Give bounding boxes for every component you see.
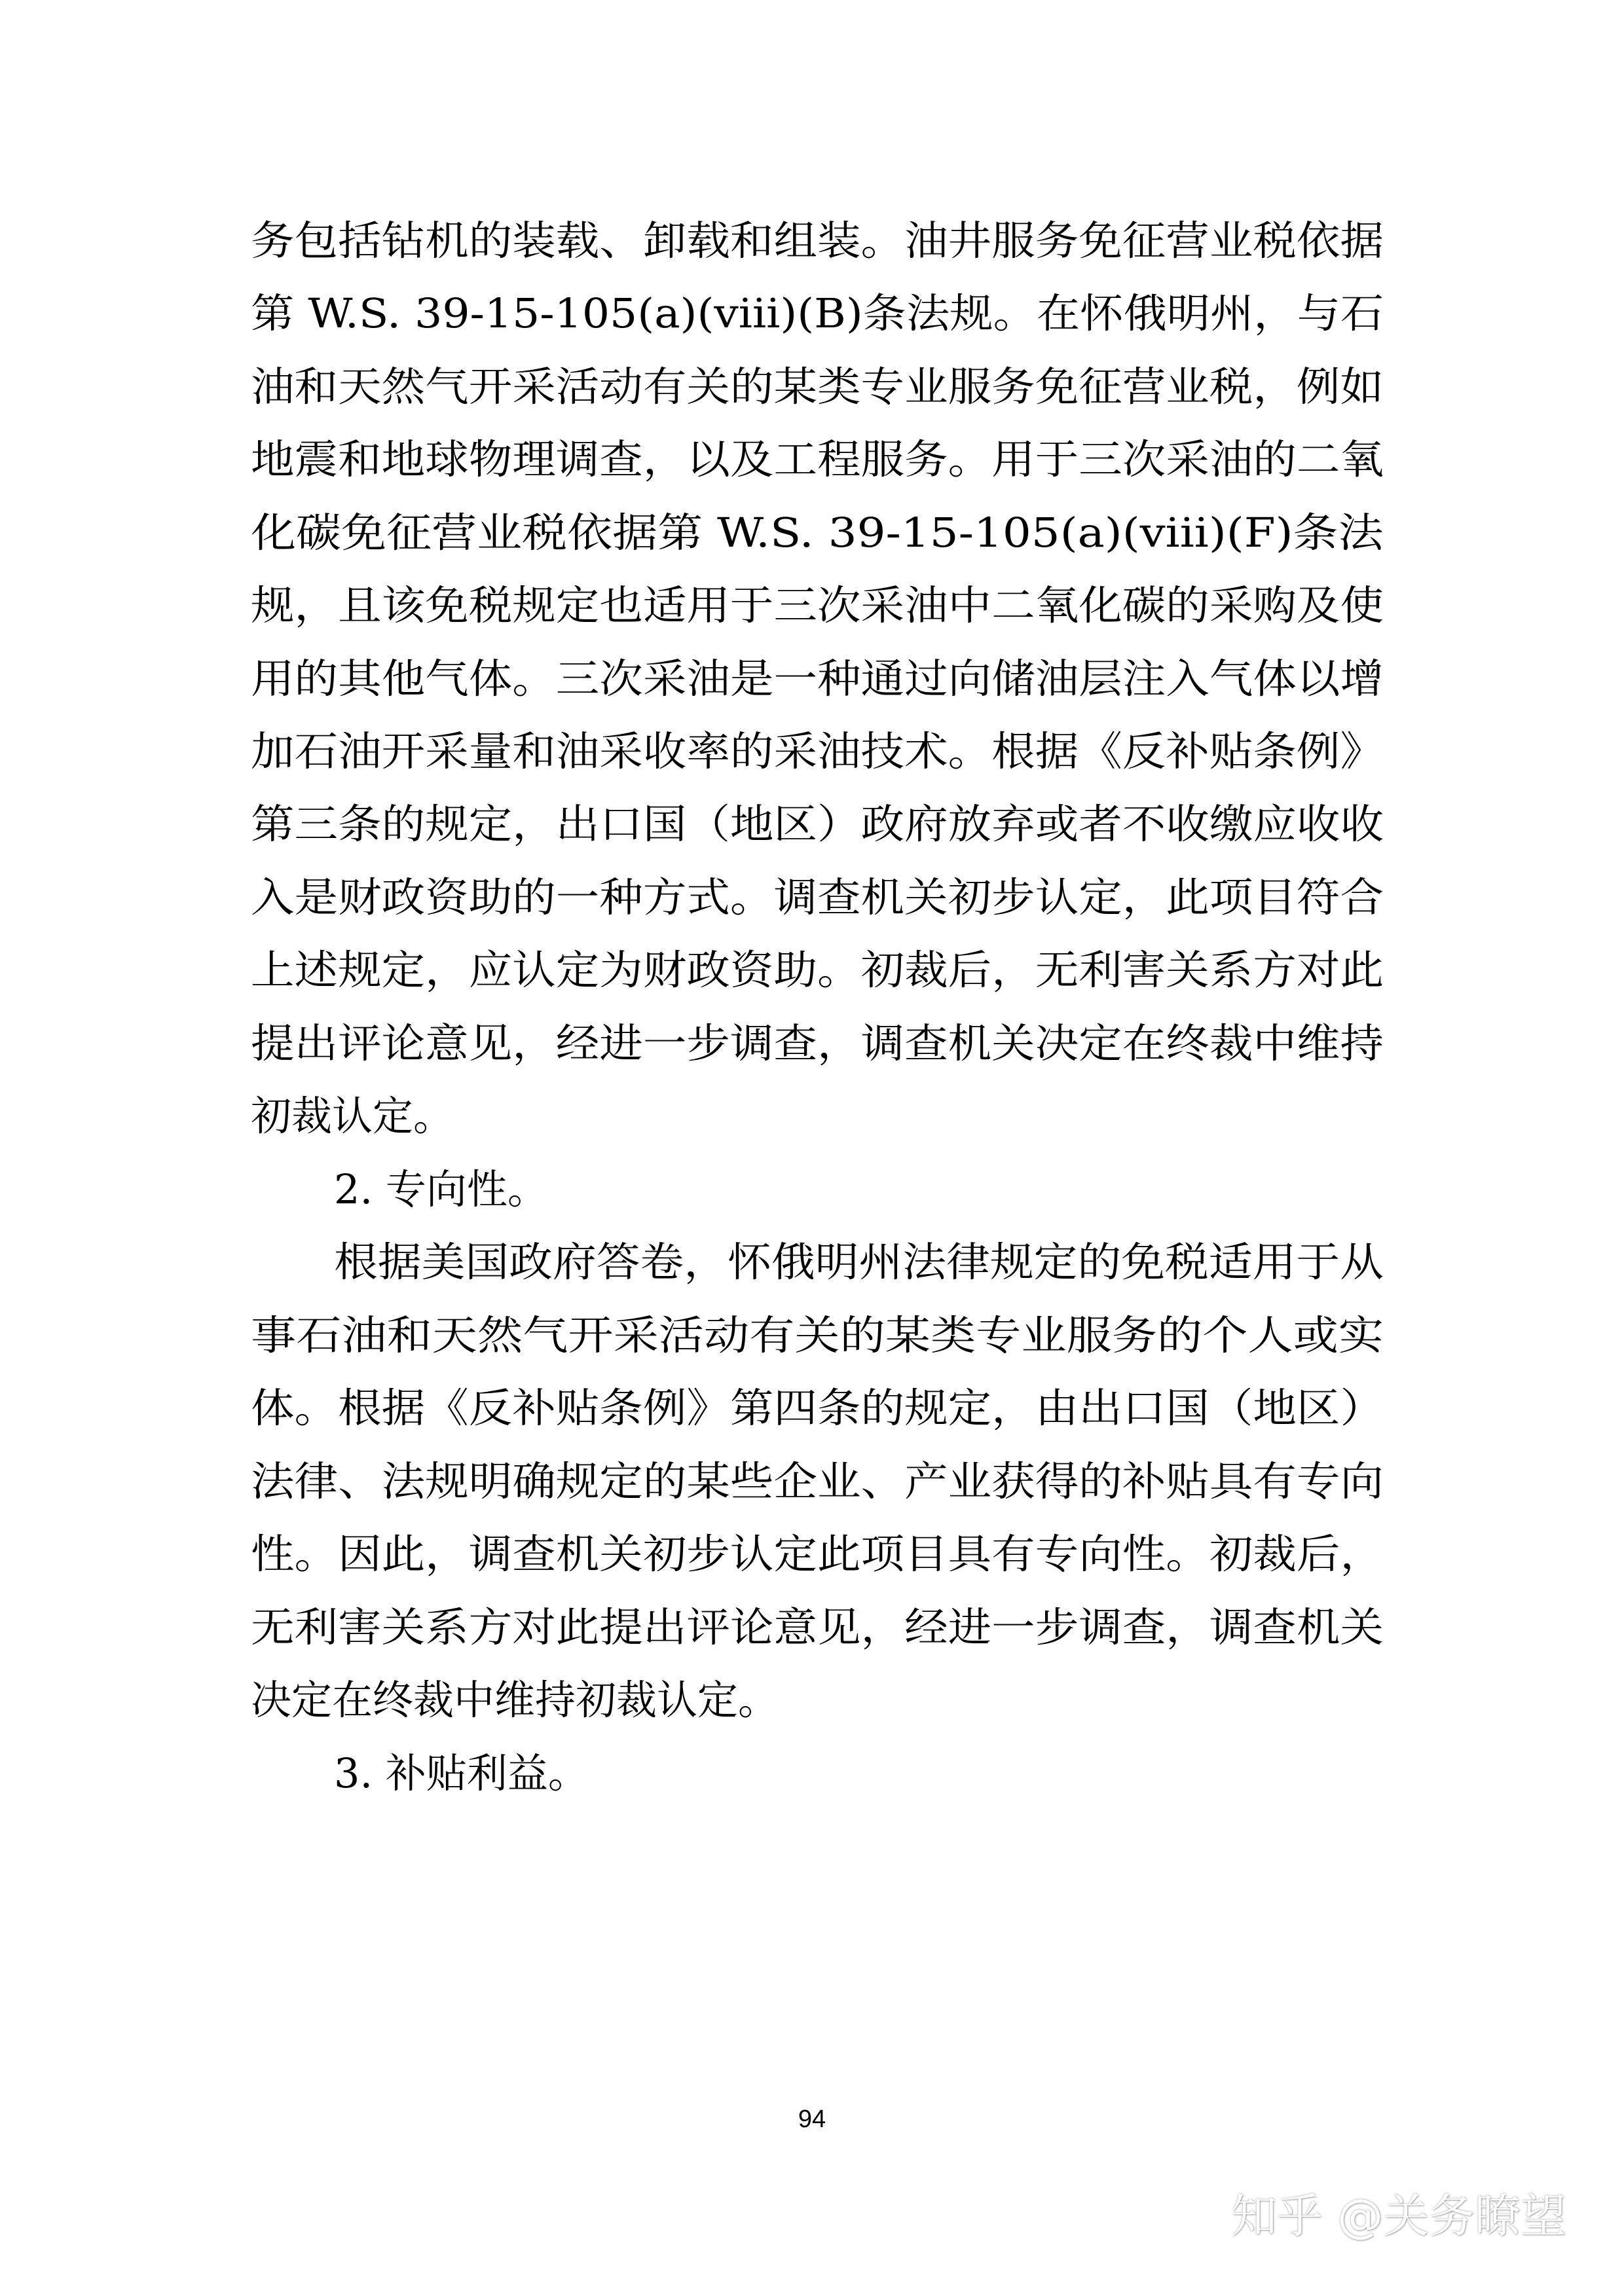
paragraph-line: 第三条的规定，出口国（地区）政府放弃或者不收缴应收收 [251, 800, 1384, 848]
paragraph-line: 性。因此，调查机关初步认定此项目具有专向性。初裁后， [251, 1530, 1384, 1578]
paragraph-line: 上述规定，应认定为财政资助。初裁后，无利害关系方对此 [251, 946, 1384, 994]
page-number: 94 [798, 2105, 826, 2133]
paragraph-line: 入是财政资助的一种方式。调查机关初步认定，此项目符合 [251, 873, 1384, 921]
paragraph-line: 事石油和天然气开采活动有关的某类专业服务的个人或实 [251, 1311, 1384, 1359]
section-heading-specificity: 2. 专向性。 [334, 1165, 548, 1213]
paragraph-line: 化碳免征营业税依据第 W.S. 39-15-105(a)(viii)(F)条法 [251, 509, 1384, 556]
paragraph-line: 第 W.S. 39-15-105(a)(viii)(B)条法规。在怀俄明州，与石 [251, 289, 1384, 337]
paragraph-line: 无利害关系方对此提出评论意见，经进一步调查，调查机关 [251, 1603, 1384, 1651]
paragraph-line: 根据美国政府答卷，怀俄明州法律规定的免税适用于从 [334, 1238, 1384, 1286]
paragraph-line: 提出评论意见，经进一步调查，调查机关决定在终裁中维持 [251, 1019, 1384, 1067]
paragraph-line: 初裁认定。 [251, 1092, 454, 1140]
watermark: 知乎 @关务瞭望 [1231, 2189, 1567, 2243]
section-heading-subsidy-benefit: 3. 补贴利益。 [334, 1749, 589, 1797]
paragraph-line: 法律、法规明确规定的某些企业、产业获得的补贴具有专向 [251, 1457, 1384, 1505]
paragraph-line: 体。根据《反补贴条例》第四条的规定，由出口国（地区） [251, 1384, 1384, 1432]
paragraph-line: 用的其他气体。三次采油是一种通过向储油层注入气体以增 [251, 655, 1384, 702]
paragraph-line: 务包括钻机的装载、卸载和组装。油井服务免征营业税依据 [251, 217, 1384, 264]
paragraph-line: 油和天然气开采活动有关的某类专业服务免征营业税，例如 [251, 363, 1384, 410]
paragraph-line: 决定在终裁中维持初裁认定。 [251, 1676, 779, 1724]
paragraph-line: 地震和地球物理调查，以及工程服务。用于三次采油的二氧 [251, 435, 1384, 483]
paragraph-line: 加石油开采量和油采收率的采油技术。根据《反补贴条例》 [251, 727, 1384, 775]
paragraph-line: 规，且该免税规定也适用于三次采油中二氧化碳的采购及使 [251, 581, 1384, 629]
